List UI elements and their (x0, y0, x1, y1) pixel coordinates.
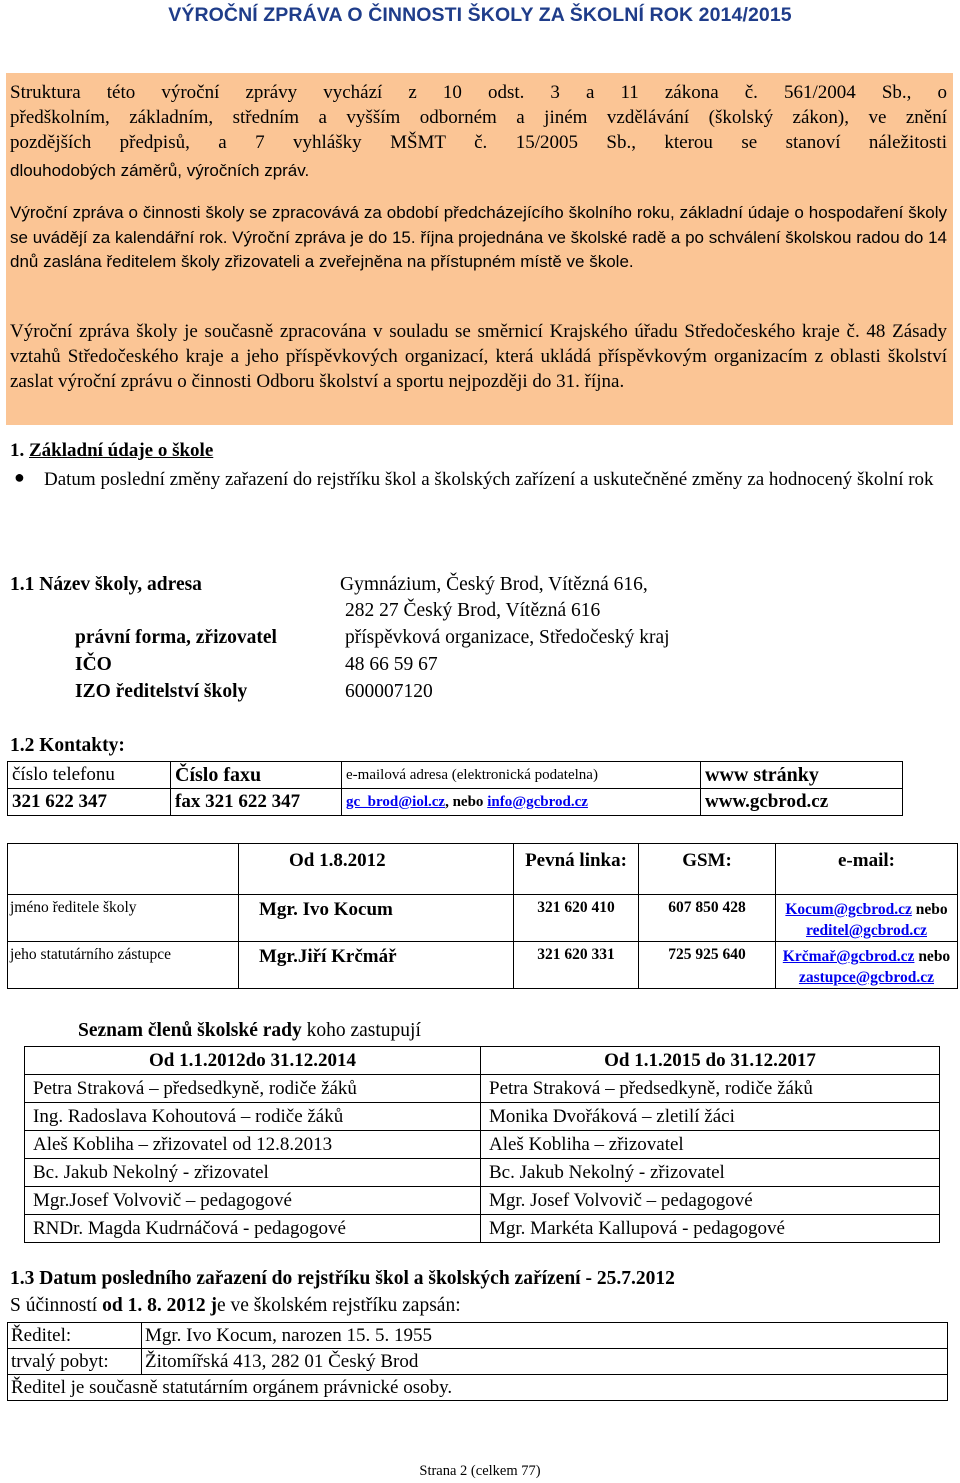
section-1-bullet-text: Datum poslední změny zařazení do rejstříku škol a školských zařízení a uskutečněné změny za hodnocený školní rok (44, 469, 934, 490)
council-member: Petra Straková – předsedkyně, rodiče žáků (481, 1075, 940, 1103)
intro-paragraph-2: Výroční zpráva o činnosti školy se zpracovává za období předcházejícího školního roku, základní údaje o hospodaření školy se uvádějí za kalendářní rok. Výroční zpráva je do 15. října projednána ve školské radě a po schválení školskou radou do 14 dnů zaslána ředitelem školy zřizovateli a zveřejněna na přístupném místě ve škole. (10, 203, 947, 271)
registry-value: Mgr. Ivo Kocum, narozen 15. 5. 1955 (142, 1323, 948, 1349)
person-email: Krčmař@gcbrod.cz nebo zastupce@gcbrod.cz (776, 942, 958, 989)
email-link[interactable]: zastupce@gcbrod.cz (798, 969, 935, 986)
person-gsm: 607 850 428 (639, 895, 776, 942)
header-landline: Pevná linka: (514, 844, 639, 895)
role-label: jeho statutárního zástupce (8, 942, 239, 989)
email-link-2[interactable]: info@gcbrod.cz (487, 793, 588, 810)
registry-row (8, 1323, 948, 1349)
role-label: jméno ředitele školy (8, 895, 239, 942)
email-separator: , nebo (445, 793, 488, 810)
council-col-header: Od 1.1.2015 do 31.12.2017 (481, 1047, 940, 1075)
page-footer: Strana 2 (celkem 77) (419, 1463, 541, 1479)
council-member: Bc. Jakub Nekolný - zřizovatel (481, 1159, 940, 1187)
person-phone: 321 620 410 (514, 895, 639, 942)
person-name: Mgr.Jiří Krčmář (239, 942, 514, 989)
email-link-1[interactable]: gc_brod@iol.cz (346, 793, 446, 810)
council-col-header: Od 1.1.2012do 31.12.2014 (25, 1047, 481, 1075)
intro-line-2: předškolním, základním, středním a vyšším odborném a jiném vzdělávání (školský zákon), ve znění (10, 107, 947, 128)
contacts-header: www stránky (701, 762, 903, 789)
document-header: VÝROČNÍ ZPRÁVA O ČINNOSTI ŠKOLY ZA ŠKOLNÍ ROK 2014/2015 (168, 4, 792, 26)
email-link[interactable]: Kocum@gcbrod.cz (785, 901, 912, 918)
email-link[interactable]: Krčmař@gcbrod.cz (782, 948, 915, 965)
council-member: Monika Dvořáková – zletilí žáci (481, 1103, 940, 1131)
section-1-number: 1. (10, 440, 25, 461)
person-name: Mgr. Ivo Kocum (239, 895, 514, 942)
council-row (25, 1103, 940, 1131)
council-member: Ing. Radoslava Kohoutová – rodiče žáků (25, 1103, 481, 1131)
council-title-rest: koho zastupují (306, 1020, 421, 1041)
registry-label: trvalý pobyt: (8, 1349, 142, 1375)
council-member: Bc. Jakub Nekolný - zřizovatel (25, 1159, 481, 1187)
council-row (25, 1187, 940, 1215)
management-header-row (8, 844, 958, 895)
registry-title: 1.3 Datum posledního zařazení do rejstříku škol a školských zařízení - 25.7.2012 (10, 1268, 675, 1289)
registry-row (8, 1349, 948, 1375)
legal-form: příspěvková organizace, Středočeský kraj (345, 627, 670, 648)
intro-paragraph-3: Výroční zpráva školy je současně zpracována v souladu se směrnicí Krajského úřadu Středočeského kraje č. 48 Zásady vztahů Středočeského kraje a jeho příspěvkových organizací, která ukládá příspěvkovým organizacím z oblasti školství zaslat výroční zprávu o činnosti Odboru školství a sportu nejpozději do 31. října. (10, 321, 947, 392)
fax-value: fax 321 622 347 (171, 789, 342, 816)
management-row (8, 942, 958, 989)
izo-value: 600007120 (345, 681, 433, 702)
council-row (25, 1131, 940, 1159)
registry-row (8, 1375, 948, 1401)
registry-note: Ředitel je současně statutárním orgánem právnické osoby. (8, 1375, 948, 1401)
person-email: Kocum@gcbrod.cz nebo reditel@gcbrod.cz (776, 895, 958, 942)
school-name-line-1: Gymnázium, Český Brod, Vítězná 616, (340, 574, 648, 595)
section-1-heading (10, 440, 213, 462)
bullet-icon: ● (14, 467, 25, 487)
section-1-title: Základní údaje o škole (29, 440, 214, 461)
council-member: Mgr. Josef Volvovič – pedagogové (481, 1187, 940, 1215)
council-header-row (25, 1047, 940, 1075)
registry-value: Žitomířská 413, 282 01 Český Brod (142, 1349, 948, 1375)
registry-label: Ředitel: (8, 1323, 142, 1349)
council-row (25, 1159, 940, 1187)
council-member: RNDr. Magda Kudrnáčová - pedagogové (25, 1215, 481, 1243)
council-member: Aleš Kobliha – zřizovatel (481, 1131, 940, 1159)
contacts-header: e-mailová adresa (elektronická podatelna) (342, 762, 701, 789)
council-member: Mgr.Josef Volvovič – pedagogové (25, 1187, 481, 1215)
label-school-name: 1.1 Název školy, adresa (10, 574, 202, 595)
label-legal-form: právní forma, zřizovatel (75, 627, 277, 648)
registry-subtitle: S účinností od 1. 8. 2012 je ve školském rejstříku zapsán: (10, 1295, 461, 1316)
council-member: Mgr. Markéta Kallupová - pedagogové (481, 1215, 940, 1243)
ico-value: 48 66 59 67 (345, 654, 438, 675)
management-table (7, 843, 958, 989)
intro-line-3: pozdějších předpisů, a 7 vyhlášky MŠMT č. 15/2005 Sb., kterou se stanoví náležitosti (10, 132, 947, 153)
email-cell (342, 789, 701, 816)
email-link[interactable]: reditel@gcbrod.cz (805, 922, 928, 939)
phone-value: 321 622 347 (8, 789, 171, 816)
contacts-header: Číslo faxu (171, 762, 342, 789)
label-izo: IZO ředitelství školy (75, 681, 248, 702)
council-title (78, 1020, 421, 1042)
intro-line-1: Struktura této výroční zprávy vychází z 10 odst. 3 a 11 zákona č. 561/2004 Sb., o (10, 82, 947, 103)
council-row (25, 1075, 940, 1103)
council-member: Petra Straková – předsedkyně, rodiče žáků (25, 1075, 481, 1103)
school-name-line-2: 282 27 Český Brod, Vítězná 616 (345, 600, 601, 621)
header-gsm: GSM: (639, 844, 776, 895)
person-phone: 321 620 331 (514, 942, 639, 989)
contacts-table (7, 761, 903, 816)
intro-line-4: dlouhodobých záměrů, výročních zpráv. (10, 161, 310, 180)
management-row (8, 895, 958, 942)
header-from-date: Od 1.8.2012 (239, 844, 514, 895)
council-title-bold: Seznam členů školské rady (78, 1020, 302, 1041)
web-value[interactable]: www.gcbrod.cz (701, 789, 903, 816)
registry-table (7, 1322, 948, 1401)
council-row (25, 1215, 940, 1243)
contacts-title: 1.2 Kontakty: (10, 735, 125, 756)
person-gsm: 725 925 640 (639, 942, 776, 989)
contacts-header: číslo telefonu (8, 762, 171, 789)
contacts-row (8, 789, 903, 816)
council-table (24, 1046, 940, 1243)
label-ico: IČO (75, 654, 112, 675)
contacts-header-row (8, 762, 903, 789)
council-member: Aleš Kobliha – zřizovatel od 12.8.2013 (25, 1131, 481, 1159)
header-email: e-mail: (776, 844, 958, 895)
